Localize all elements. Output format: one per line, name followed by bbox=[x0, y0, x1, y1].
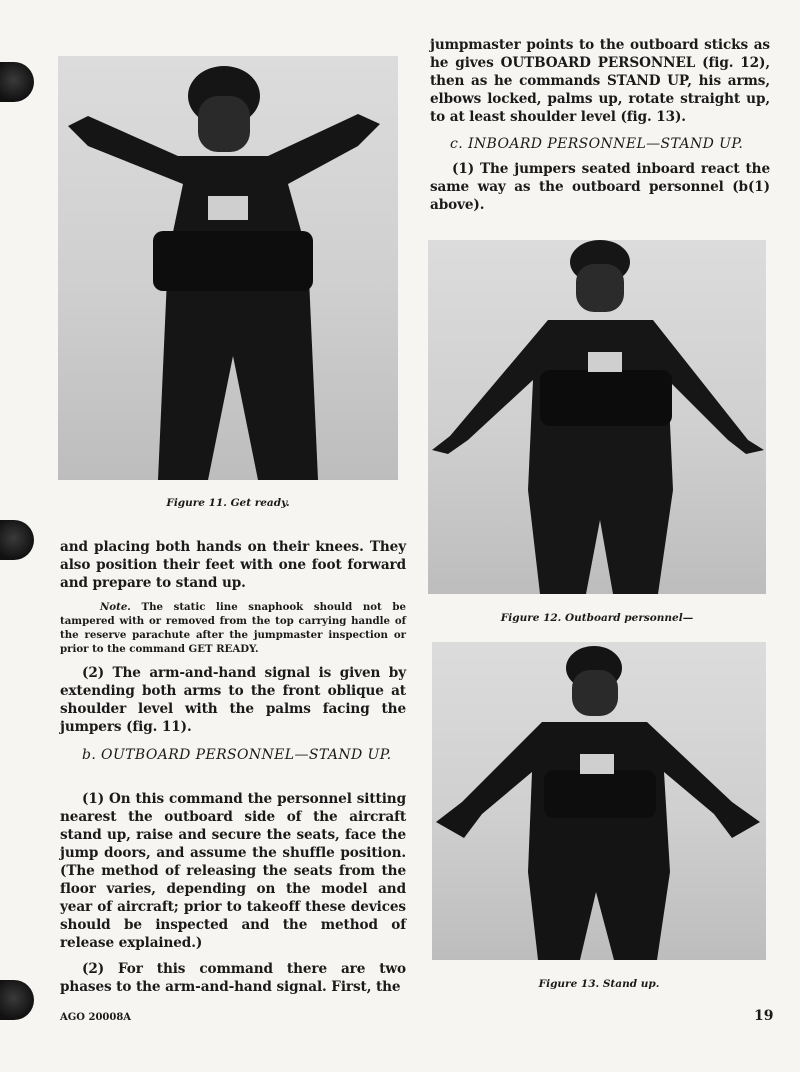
note-block bbox=[60, 600, 406, 656]
left-column-para1 bbox=[60, 538, 406, 592]
left-column-para2 bbox=[60, 664, 406, 736]
note-text: The static line snaphook should not be tampered with or removed from the top carrying handle of the reserve parachute after the jumpmaster inspection or prior to the command GET READY. bbox=[60, 601, 406, 655]
figure-12-photo bbox=[428, 240, 766, 594]
binder-hole-bottom bbox=[0, 980, 34, 1020]
note-label: Note. bbox=[100, 601, 131, 613]
paragraph-jumpmaster-points: jumpmaster points to the outboard sticks as he gives OUTBOARD PERSONNEL (fig. 12), then as he commands STAND UP, his arms, elbows locked, palms up, rotate straight up, to at least shoulder level (fig. 13). bbox=[430, 37, 770, 125]
figure-12-caption: Figure 12. Outboard personnel— bbox=[500, 612, 694, 624]
heading-inboard-personnel: c. INBOARD PERSONNEL—STAND UP. bbox=[450, 136, 744, 152]
left-column-b1 bbox=[60, 790, 406, 952]
right-column-c1 bbox=[430, 160, 770, 214]
figure-13-caption: Figure 13. Stand up. bbox=[538, 978, 660, 990]
footer-document-id: AGO 20008A bbox=[60, 1012, 132, 1023]
figure-11-photo bbox=[58, 56, 398, 480]
figure-11-caption: Figure 11. Get ready. bbox=[166, 497, 290, 509]
paragraph-outboard-1: (1) On this command the personnel sitting nearest the outboard side of the aircraft stand up, raise and secure the seats, face the jump doors, and assume the shuffle position. (The method of releasing the seats from the floor varies, depending on the model and year of aircraft; prior to takeoff these devices should be inspected and the method of release explained.) bbox=[60, 791, 406, 951]
paragraph-outboard-2: (2) For this command there are two phases to the arm-and-hand signal. First, the bbox=[60, 961, 406, 995]
left-column-b2 bbox=[60, 960, 406, 996]
paragraph-inboard-1: (1) The jumpers seated inboard react the same way as the outboard personnel (b(1) above). bbox=[430, 161, 770, 213]
heading-outboard-personnel: b. OUTBOARD PERSONNEL—STAND UP. bbox=[82, 747, 392, 763]
right-column-intro bbox=[430, 36, 770, 126]
figure-13-photo bbox=[432, 642, 766, 960]
binder-hole-top bbox=[0, 62, 34, 102]
page-number: 19 bbox=[754, 1008, 774, 1024]
paragraph-arm-hand-signal: (2) The arm-and-hand signal is given by extending both arms to the front oblique at shoulder level with the palms facing the jumpers (fig. 11). bbox=[60, 665, 406, 735]
paragraph-placing-hands: and placing both hands on their knees. They also position their feet with one foot forward and prepare to stand up. bbox=[60, 539, 406, 591]
binder-hole-middle bbox=[0, 520, 34, 560]
